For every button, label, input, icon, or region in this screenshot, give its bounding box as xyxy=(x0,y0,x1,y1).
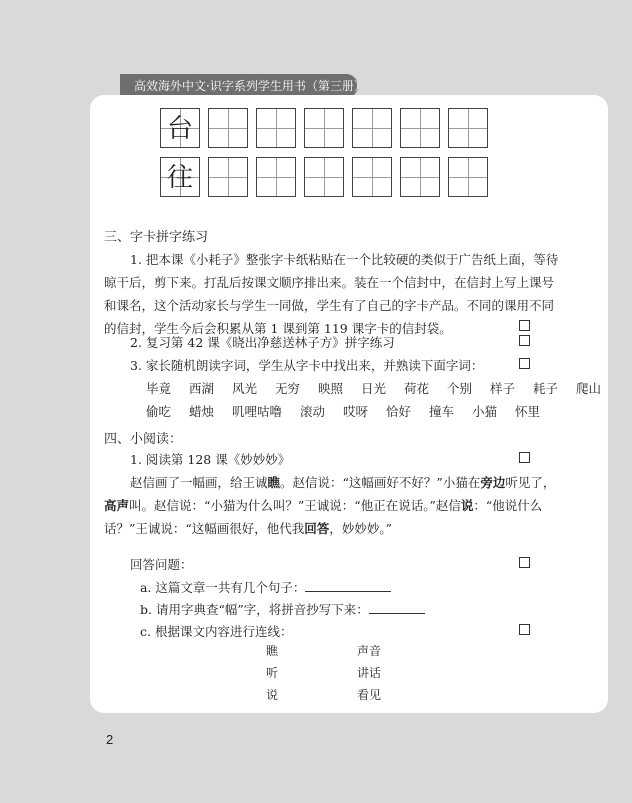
story-text: 赵信画了一幅画，给王诚 xyxy=(130,475,268,490)
page-number: 2 xyxy=(106,732,114,747)
match-left-item[interactable]: 说 xyxy=(266,688,279,702)
story-text: ：“他说什么 xyxy=(473,498,543,513)
vocab-word: 恰好 xyxy=(386,404,412,419)
story-text: ，妙妙妙。” xyxy=(329,521,392,536)
question-text: b. 请用字典查“幅”字，将拼音抄写下来： xyxy=(140,602,369,617)
vocab-word: 叽哩咕噜 xyxy=(232,404,283,419)
answer-blank[interactable] xyxy=(369,613,425,614)
practice-cell xyxy=(256,108,296,148)
vocab-word: 样子 xyxy=(490,381,516,396)
task-checkbox[interactable] xyxy=(519,557,530,568)
practice-cell xyxy=(352,157,392,197)
word-list-row xyxy=(146,379,601,397)
story-text: 。赵信说：“这幅画好不好？”小猫在 xyxy=(280,475,481,490)
practice-cell xyxy=(304,157,344,197)
practice-cell xyxy=(160,108,200,148)
section-heading: 三、字卡拼字练习 xyxy=(104,230,209,245)
story-text: 听见了， xyxy=(505,475,556,490)
instruction-line: 1. 阅读第 128 课《妙妙妙》 xyxy=(130,452,291,467)
practice-cell xyxy=(352,108,392,148)
vocab-word: 滚动 xyxy=(300,404,326,419)
story-keyword: 瞧 xyxy=(267,475,281,490)
book-title-tab: 高效海外中文·识字系列学生用书（第三册） xyxy=(120,74,358,98)
vocab-word: 无穷 xyxy=(275,381,301,396)
instruction-line: 2. 复习第 42 课《晓出净慈送林子方》拼字练习 xyxy=(130,335,395,350)
story-text: 叫。赵信说：“小猫为什么叫？”王诚说：“他正在说话。”赵信 xyxy=(129,498,461,513)
section-heading: 四、小阅读： xyxy=(104,432,183,447)
match-left-item[interactable]: 听 xyxy=(266,666,279,680)
practice-cell xyxy=(208,108,248,148)
vocab-word: 撞车 xyxy=(429,404,455,419)
story-line xyxy=(104,496,542,514)
task-checkbox[interactable] xyxy=(519,358,530,369)
vocab-word: 荷花 xyxy=(404,381,430,396)
story-line xyxy=(104,519,392,537)
practice-cell xyxy=(400,157,440,197)
instruction-line: 3. 家长随机朗读字词，学生从字卡中找出来，并熟读下面字词： xyxy=(130,358,484,373)
vocab-word: 西湖 xyxy=(189,381,215,396)
practice-cell xyxy=(304,108,344,148)
instruction-line: 晾干后，剪下来。打乱后按课文顺序排出来。装在一个信封中，在信封上写上课号 xyxy=(104,275,555,290)
match-right-item[interactable]: 看见 xyxy=(357,688,382,702)
instruction-line: 和课名，这个活动家长与学生一同做，学生有了自己的字卡产品。不同的课用不同 xyxy=(104,298,555,313)
vocab-word: 毕竟 xyxy=(146,381,172,396)
vocab-word: 蜡烛 xyxy=(189,404,215,419)
word-list-row xyxy=(146,402,540,420)
vocab-word: 怀里 xyxy=(515,404,541,419)
vocab-word: 偷吃 xyxy=(146,404,172,419)
task-checkbox[interactable] xyxy=(519,335,530,346)
practice-cell xyxy=(256,157,296,197)
vocab-word: 哎呀 xyxy=(343,404,369,419)
practice-cell xyxy=(160,157,200,197)
match-right-item[interactable]: 讲话 xyxy=(357,666,382,680)
story-keyword: 说 xyxy=(460,498,474,513)
match-left-item[interactable]: 瞧 xyxy=(266,644,279,658)
vocab-word: 爬山 xyxy=(576,381,602,396)
practice-cell xyxy=(400,108,440,148)
vocab-word: 小猫 xyxy=(472,404,498,419)
practice-char: 往 xyxy=(166,163,193,193)
vocab-word: 映照 xyxy=(318,381,344,396)
answer-blank[interactable] xyxy=(305,591,391,592)
vocab-word: 耗子 xyxy=(533,381,559,396)
task-checkbox[interactable] xyxy=(519,624,530,635)
story-keyword: 高声 xyxy=(104,498,130,513)
story-keyword: 旁边 xyxy=(480,475,506,490)
vocab-word: 个别 xyxy=(447,381,473,396)
practice-cell xyxy=(208,157,248,197)
question-c: c. 根据课文内容进行连线： xyxy=(140,624,293,639)
question-b xyxy=(140,600,425,618)
vocab-word: 风光 xyxy=(232,381,258,396)
question-heading: 回答问题： xyxy=(130,557,193,572)
story-line xyxy=(130,473,555,491)
practice-cell xyxy=(448,157,488,197)
task-checkbox[interactable] xyxy=(519,320,530,331)
match-right-item[interactable]: 声音 xyxy=(357,644,382,658)
practice-char: 台 xyxy=(166,114,193,144)
story-text: 话？”王诚说：“这幅画很好，他代我 xyxy=(104,521,305,536)
question-a xyxy=(140,578,391,596)
practice-cell xyxy=(448,108,488,148)
story-keyword: 回答 xyxy=(304,521,330,536)
vocab-word: 日光 xyxy=(361,381,387,396)
task-checkbox[interactable] xyxy=(519,452,530,463)
question-text: a. 这篇文章一共有几个句子： xyxy=(140,580,306,595)
instruction-line: 的信封，学生今后会积累从第 1 课到第 119 课字卡的信封袋。 xyxy=(104,321,452,336)
instruction-line: 1. 把本课《小耗子》整张字卡纸粘贴在一个比较硬的类似于广告纸上面，等待 xyxy=(130,252,559,267)
